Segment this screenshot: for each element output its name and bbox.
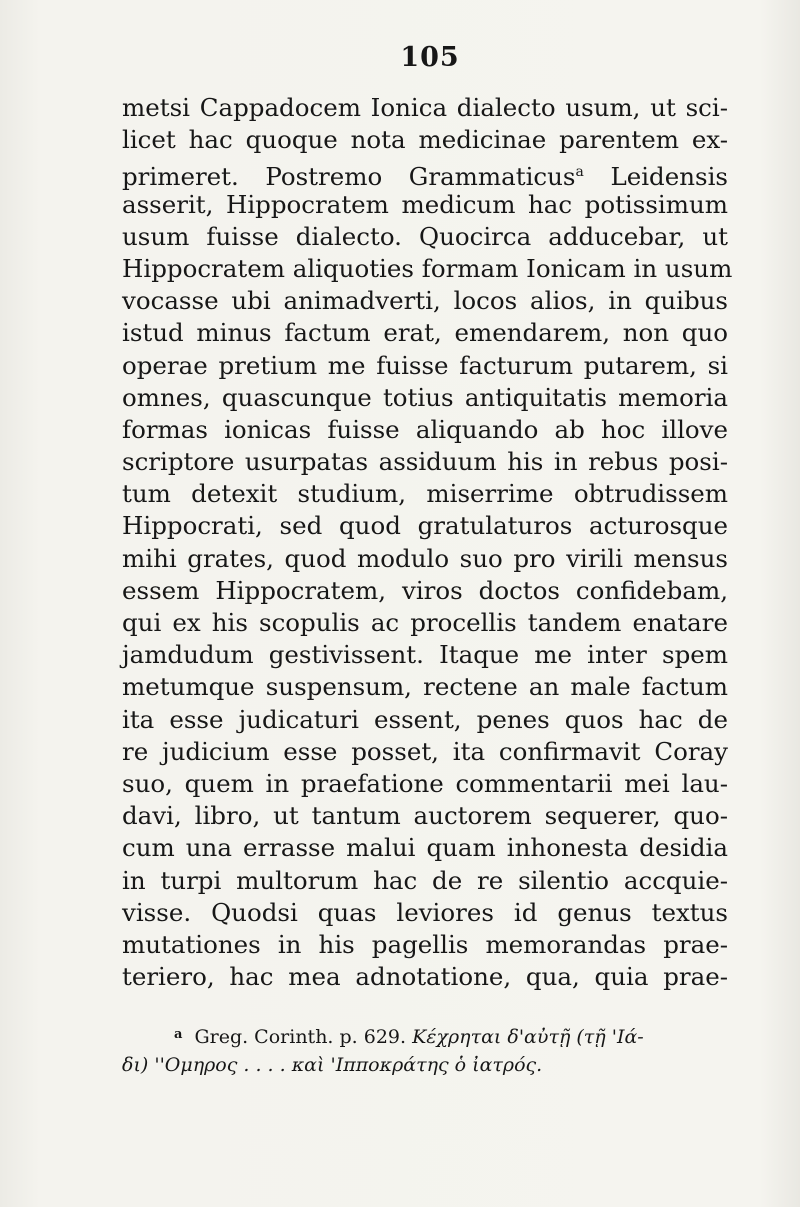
text-line-12: scriptore usurpatas assiduum his in rebus posi- (122, 447, 728, 477)
text-line-13: tum detexit studium, miserrime obtrudissem (122, 479, 728, 509)
text-line-3 (122, 156, 729, 192)
footnote-greek-1: Κέχρηται δ'αὐτῇ (τῇ 'Ιά- (412, 1026, 644, 1048)
text-line-27: mutationes in his pagellis memorandas prae- (122, 929, 728, 959)
body-text (122, 92, 733, 993)
text-line-25: in turpi multorum hac de re silentio accquie- (122, 865, 728, 895)
text-line-16: essem Hippocratem, viros doctos confidebam, (122, 575, 728, 605)
footnote-line-2: δι) ''Ομηρος . . . . καὶ 'Ιπποκράτης ὁ ἰατρός. (122, 1054, 543, 1076)
text-line-11: formas ionicas fuisse aliquando ab hoc illove (122, 414, 728, 444)
text-line-17: qui ex his scopulis ac procellis tandem enatare (122, 608, 728, 637)
text-line-4: asserit, Hippocratem medicum hac potissimum (122, 189, 728, 219)
text-line-7: vocasse ubi animadverti, locos alios, in quibus (122, 286, 728, 316)
footnote (122, 1020, 732, 1080)
text-line-28: teriero, hac mea adnotatione, qua, quia prae- (122, 962, 728, 992)
text-line-6: Hippocratem aliquoties formam Ionicam in usum (122, 253, 733, 283)
text-line-8: istud minus factum erat, emendarem, non quo (122, 318, 728, 348)
footnote-latin: Greg. Corinth. p. 629. (194, 1026, 407, 1048)
text-line-26: visse. Quodsi quas leviores id genus textus (122, 897, 728, 927)
text-line-2: licet hac quoque nota medicinae parentem ex- (122, 125, 728, 155)
text-line-1: metsi Cappadocem Ionica dialecto usum, ut sci- (122, 93, 728, 122)
footnote-marker: a (174, 1027, 183, 1042)
text-line-10: omnes, quascunque totius antiquitatis memoria (122, 382, 728, 412)
text-line-24: cum una errasse malui quam inhonesta desidia (122, 833, 728, 863)
footnote-reference: a (575, 164, 584, 181)
page-number: 105 (400, 42, 460, 73)
text-line-20: ita esse judicaturi essent, penes quos hac de (122, 704, 728, 734)
text-line-5: usum fuisse dialecto. Quocirca adducebar, ut (122, 221, 728, 251)
text-line-18: jamdudum gestivissent. Itaque me inter spem (122, 640, 728, 670)
text-line-15: mihi grates, quod modulo suo pro virili mensus (122, 543, 728, 573)
text-line-21: re judicium esse posset, ita confirmavit Coray (122, 736, 728, 766)
footnote-line-1 (122, 1020, 732, 1050)
text-line-9: operae pretium me fuisse facturum putarem, si (122, 350, 728, 380)
text-line-23: davi, libro, ut tantum auctorem sequerer, quo- (122, 801, 728, 831)
text-line-22: suo, quem in praefatione commentarii mei lau- (122, 768, 728, 798)
text-line-3-head: primeret. Postremo Grammaticus (122, 162, 576, 192)
text-line-19: metumque suspensum, rectene an male factum (122, 672, 728, 702)
text-line-3-tail: Leidensis (610, 162, 729, 192)
text-line-14: Hippocrati, sed quod gratulaturos acturosque (122, 511, 728, 541)
